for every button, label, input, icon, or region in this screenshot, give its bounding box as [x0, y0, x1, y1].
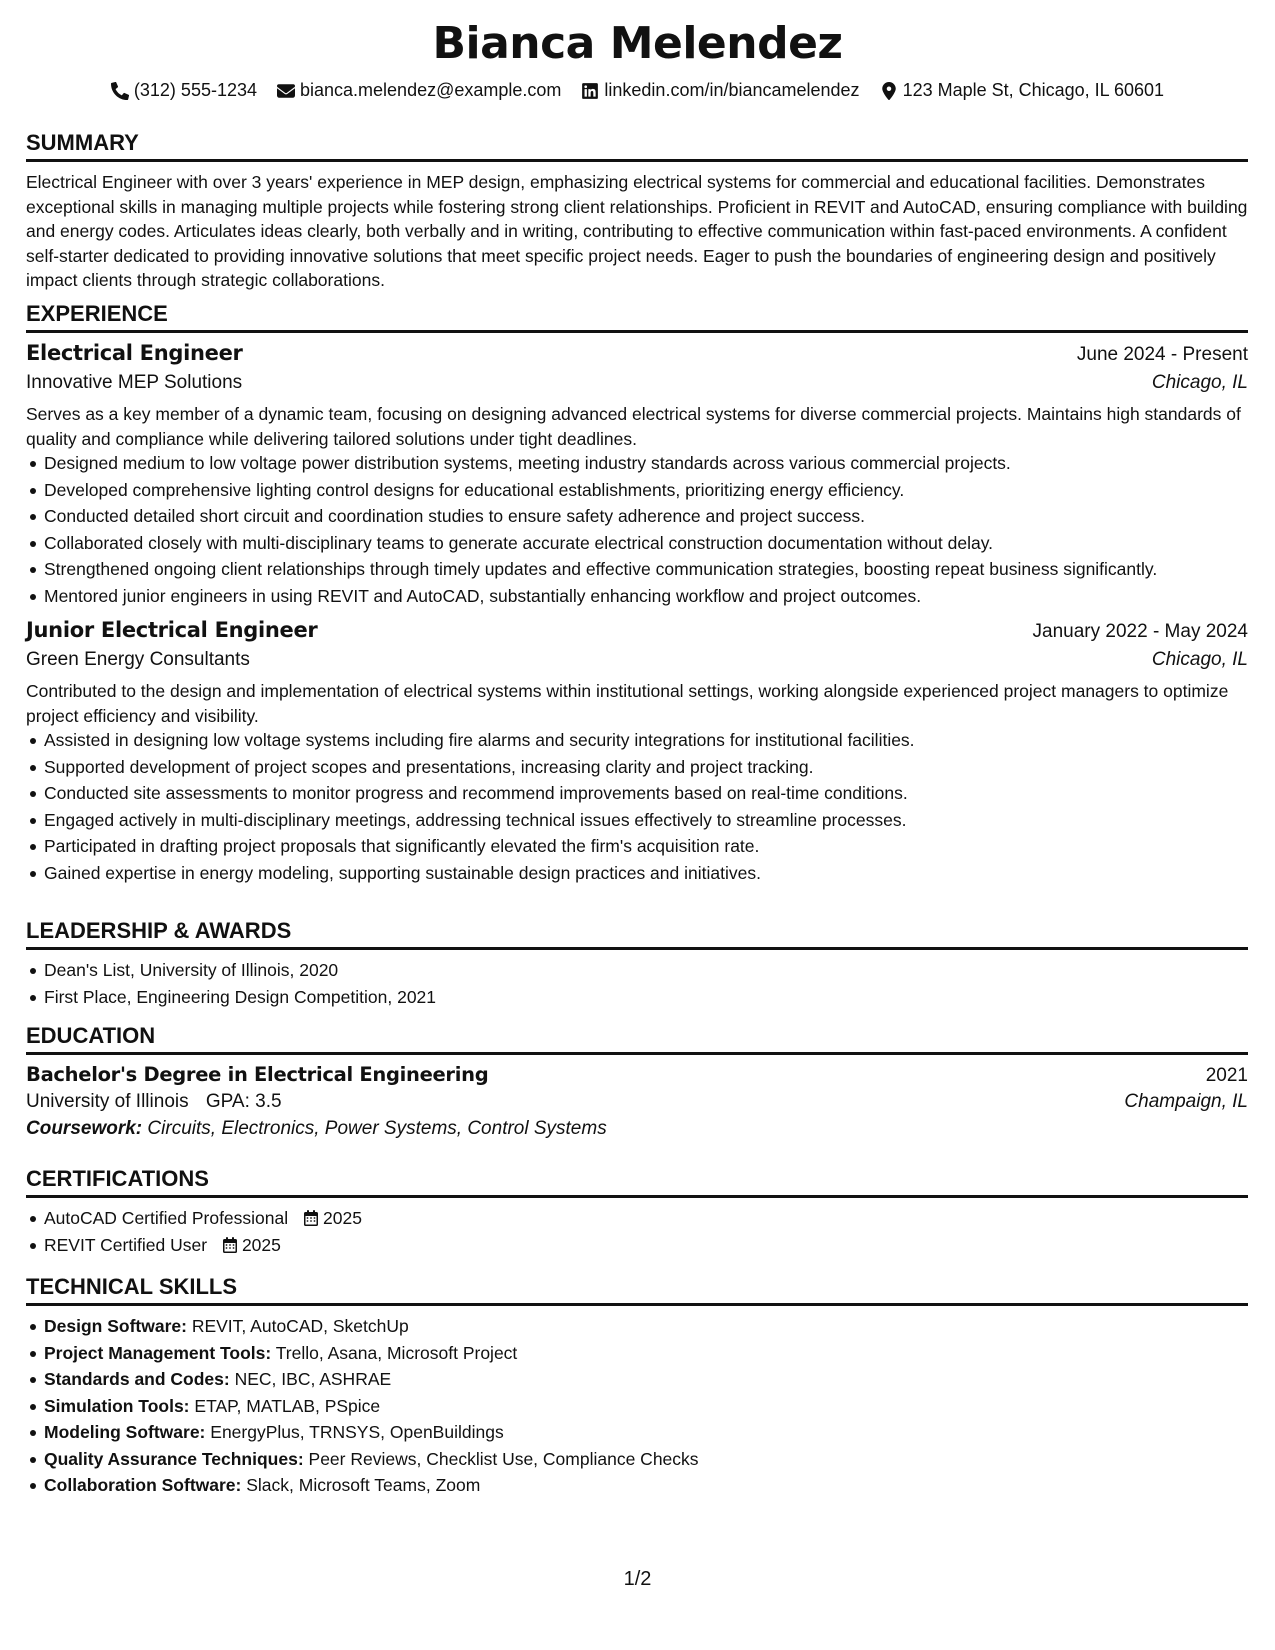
job-title: Electrical Engineer	[26, 341, 243, 365]
skill-value: ETAP, MATLAB, PSpice	[194, 1395, 381, 1416]
linkedin-link[interactable]: linkedin.com/in/biancamelendez	[604, 80, 860, 100]
list-item: Conducted detailed short circuit and coordination studies to ensure safety adherence and project success.	[26, 504, 1248, 529]
list-item: Mentored junior engineers in using REVIT and AutoCAD, substantially enhancing workflow and project outcomes.	[26, 584, 1248, 609]
experience-heading: EXPERIENCE	[26, 300, 1248, 333]
skill-value: Trello, Asana, Microsoft Project	[275, 1342, 518, 1363]
envelope-icon	[277, 82, 295, 100]
list-item	[26, 1367, 1248, 1392]
calendar-icon	[303, 1208, 319, 1224]
list-item: Conducted site assessments to monitor progress and recommend improvements based on real-time conditions.	[26, 781, 1248, 806]
skill-label: Modeling Software:	[44, 1422, 206, 1442]
job-location: Chicago, IL	[1151, 372, 1248, 393]
list-item: Assisted in designing low voltage systems including fire alarms and security integrations for institutional facilities.	[26, 728, 1248, 753]
job-company: Green Energy Consultants	[26, 649, 250, 670]
job-location: Chicago, IL	[1151, 649, 1248, 670]
job-title: Junior Electrical Engineer	[26, 618, 318, 642]
skill-label: Quality Assurance Techniques:	[44, 1448, 304, 1469]
summary-text: Electrical Engineer with over 3 years' experience in MEP design, emphasizing electrical systems for commercial and educational facilities. Demonstrates exceptional skills in managing multiple projects while fostering strong client relationships. Proficient in REVIT and AutoCAD, ensuring compliance with building and energy codes. Articulates ideas clearly, both verbally and in writing, contributing to effective communication within fast-paced environments. A confident self-starter dedicated to providing innovative solutions that meet specific project needs. Eager to push the boundaries of engineering design and positively impact clients through strategic collaborations.	[26, 172, 1248, 290]
skills-list	[26, 1314, 1248, 1498]
candidate-name: Bianca Melendez	[432, 18, 843, 69]
experience-section	[26, 300, 1248, 887]
summary-section	[26, 129, 1248, 293]
summary-heading: SUMMARY	[26, 129, 1248, 162]
address-text: 123 Maple St, Chicago, IL 60601	[902, 80, 1165, 100]
list-item	[26, 1473, 1248, 1498]
phone-text: (312) 555-1234	[133, 80, 257, 100]
job-date: June 2024 - Present	[1076, 344, 1248, 365]
list-item: Participated in drafting project proposals that significantly elevated the firm's acquisition rate.	[26, 834, 1248, 859]
job-entry	[26, 618, 1248, 885]
list-item: Collaborated closely with multi-disciplinary teams to generate accurate electrical construction documentation without delay.	[26, 531, 1248, 556]
location-pin-icon	[880, 82, 898, 100]
linkedin-icon	[581, 82, 599, 100]
cert-name: REVIT Certified User	[44, 1234, 208, 1255]
skill-label: Simulation Tools:	[44, 1395, 190, 1416]
coursework-label: Coursework:	[26, 1118, 143, 1139]
coursework-line	[26, 1118, 1248, 1140]
contact-address	[880, 80, 1165, 101]
list-item	[26, 1314, 1248, 1339]
school-location: Champaign, IL	[1124, 1091, 1248, 1112]
coursework-text: Circuits, Electronics, Power Systems, Control Systems	[147, 1118, 607, 1139]
list-item	[26, 1341, 1248, 1366]
cert-year: 2025	[241, 1234, 281, 1255]
certifications-list	[26, 1206, 1248, 1257]
skills-heading: TECHNICAL SKILLS	[26, 1273, 1248, 1306]
job-description: Serves as a key member of a dynamic team, focusing on designing advanced electrical systems for diverse commercial projects. Maintains high standards of quality and compliance while delivering tailored solutions under tight deadlines.	[26, 404, 1241, 449]
education-heading: EDUCATION	[26, 1022, 1248, 1055]
list-item: Gained expertise in energy modeling, supporting sustainable design practices and initiatives.	[26, 861, 1248, 886]
skill-value: NEC, IBC, ASHRAE	[234, 1369, 392, 1389]
job-bullets	[26, 728, 1248, 885]
job-date: January 2022 - May 2024	[1032, 621, 1248, 642]
cert-year: 2025	[323, 1208, 362, 1228]
list-item	[26, 1420, 1248, 1445]
job-description: Contributed to the design and implementation of electrical systems within institutional settings, working alongside experienced project managers to optimize project efficiency and visibility.	[26, 681, 1229, 726]
list-item: Dean's List, University of Illinois, 2020	[26, 958, 1248, 983]
skill-value: Peer Reviews, Checklist Use, Compliance Checks	[308, 1448, 699, 1469]
contact-bar	[0, 80, 1275, 101]
phone-icon	[111, 82, 129, 100]
list-item: Engaged actively in multi-disciplinary meetings, addressing technical issues effectively to streamline processes.	[26, 808, 1248, 833]
certifications-heading: CERTIFICATIONS	[26, 1165, 1248, 1198]
list-item	[26, 1447, 1248, 1472]
skill-label: Project Management Tools:	[44, 1342, 272, 1363]
page-number: 1/2	[623, 1568, 652, 1590]
list-item: Supported development of project scopes and presentations, increasing clarity and project tracking.	[26, 755, 1248, 780]
list-item	[26, 1394, 1248, 1419]
skill-label: Standards and Codes:	[44, 1369, 230, 1389]
calendar-icon	[222, 1235, 238, 1251]
email-link[interactable]: bianca.melendez@example.com	[300, 80, 562, 100]
list-item	[26, 1206, 1248, 1231]
list-item: Strengthened ongoing client relationships through timely updates and effective communication strategies, boosting repeat business significantly.	[26, 557, 1248, 582]
education-section	[26, 1022, 1248, 1140]
school-name: University of Illinois	[26, 1091, 189, 1112]
skill-label: Design Software:	[44, 1316, 187, 1336]
leadership-heading: LEADERSHIP & AWARDS	[26, 917, 1248, 950]
contact-email[interactable]	[277, 80, 561, 101]
gpa-text: GPA: 3.5	[205, 1091, 282, 1112]
certifications-section	[26, 1165, 1248, 1259]
skill-value: EnergyPlus, TRNSYS, OpenBuildings	[210, 1422, 504, 1442]
list-item: Developed comprehensive lighting control designs for educational establishments, prioritizing energy efficiency.	[26, 478, 1248, 503]
skill-value: Slack, Microsoft Teams, Zoom	[246, 1475, 481, 1495]
degree-title: Bachelor's Degree in Electrical Engineering	[26, 1063, 489, 1086]
leadership-section	[26, 917, 1248, 1011]
skills-section	[26, 1273, 1248, 1500]
leadership-list	[26, 958, 1248, 1009]
list-item: Designed medium to low voltage power distribution systems, meeting industry standards across various commercial projects.	[26, 451, 1248, 476]
skill-label: Collaboration Software:	[44, 1475, 242, 1495]
list-item: First Place, Engineering Design Competition, 2021	[26, 985, 1248, 1010]
contact-linkedin[interactable]	[581, 80, 859, 101]
job-bullets	[26, 451, 1248, 608]
skill-value: REVIT, AutoCAD, SketchUp	[191, 1316, 409, 1336]
job-company: Innovative MEP Solutions	[26, 372, 243, 393]
cert-name: AutoCAD Certified Professional	[44, 1208, 289, 1228]
graduation-year: 2021	[1205, 1065, 1248, 1086]
list-item	[26, 1233, 1248, 1258]
job-entry	[26, 341, 1248, 608]
contact-phone	[111, 80, 257, 101]
